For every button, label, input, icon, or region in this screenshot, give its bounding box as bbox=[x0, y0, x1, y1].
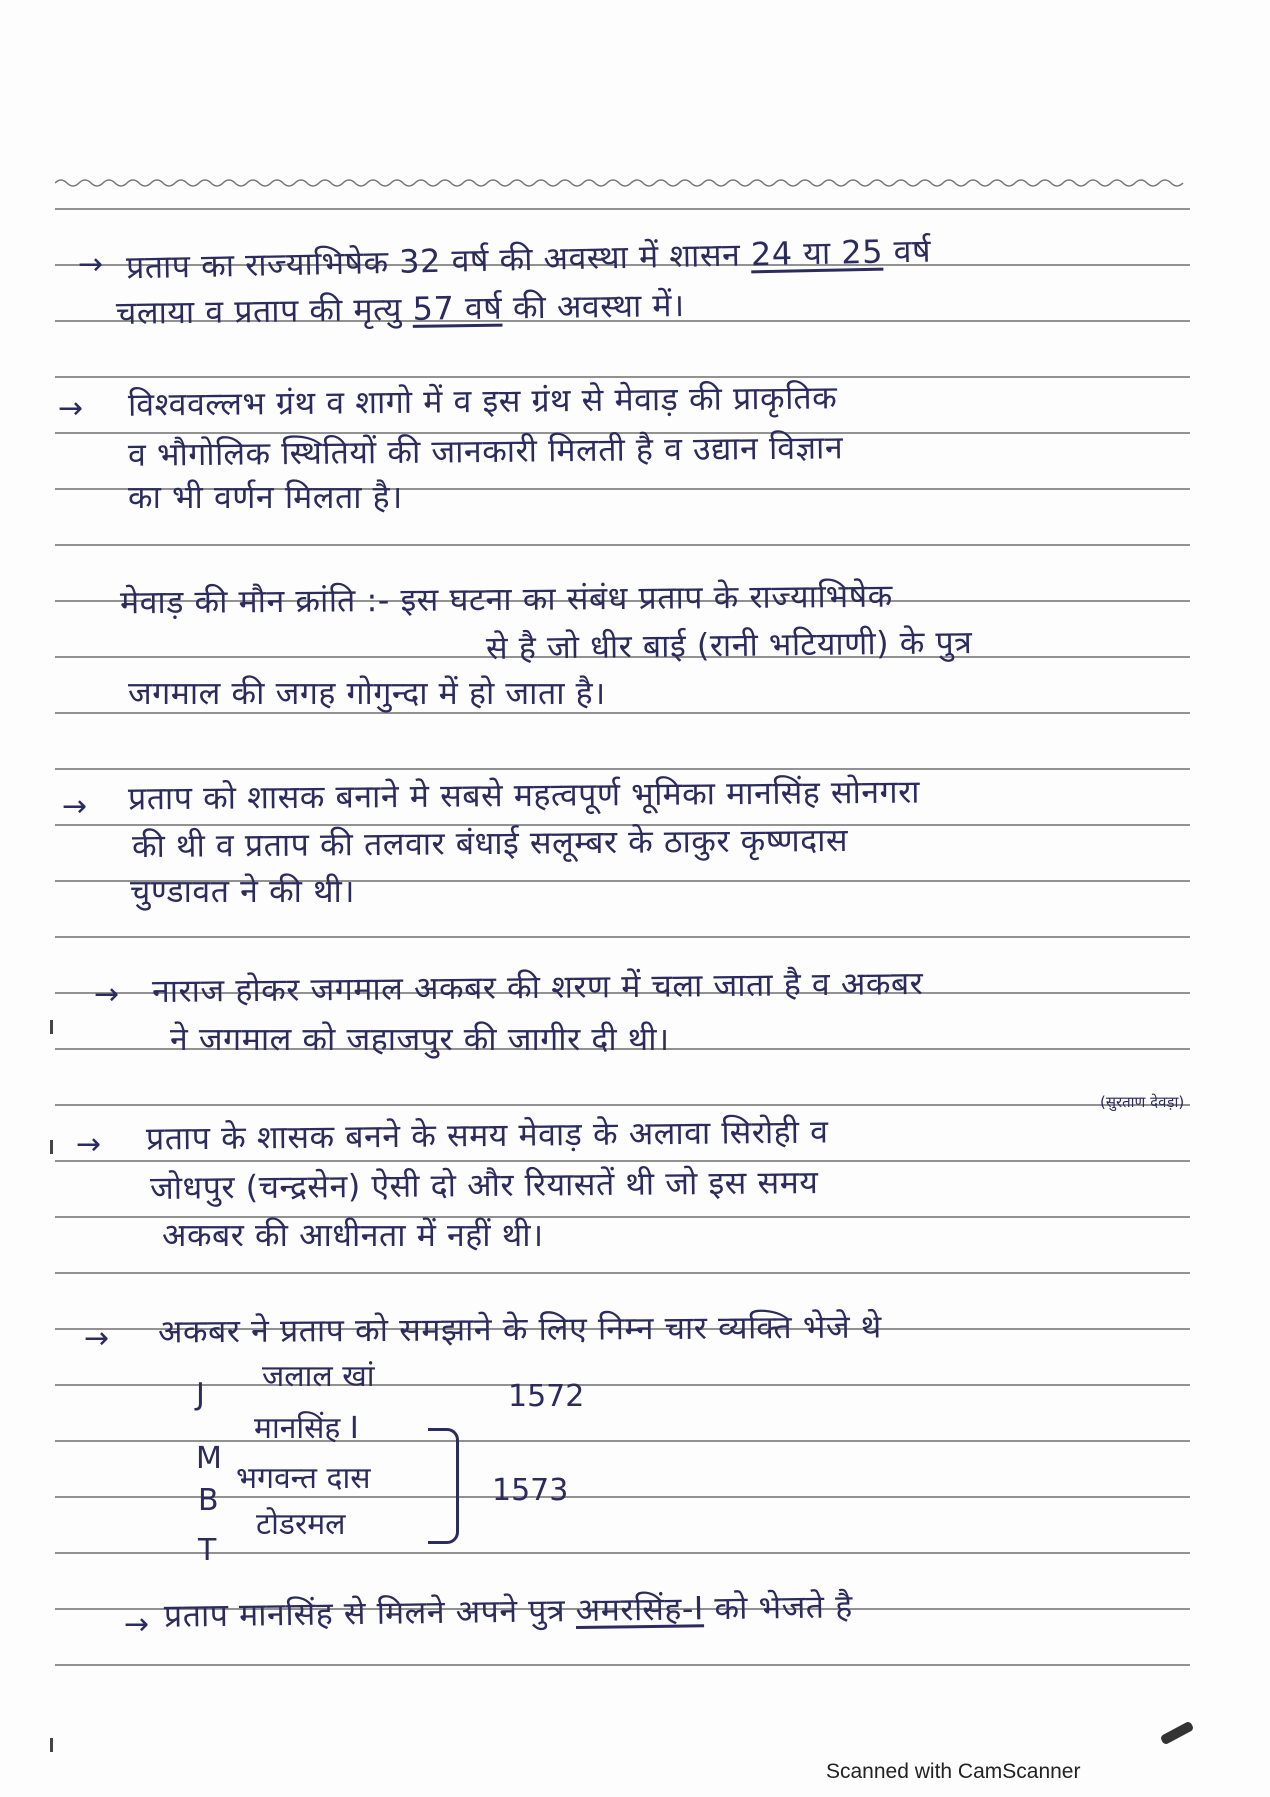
bullet-arrow-icon: → bbox=[78, 247, 104, 282]
envoy-letter: J bbox=[196, 1377, 205, 1412]
ruled-line bbox=[55, 712, 1190, 714]
envoy-letter: T bbox=[198, 1533, 217, 1568]
scanner-watermark: Scanned with CamScanner bbox=[826, 1760, 1081, 1783]
note-line: अकबर की आधीनता में नहीं थी। bbox=[162, 1216, 544, 1254]
envoy-letter: M bbox=[196, 1441, 222, 1476]
bullet-arrow-icon: → bbox=[62, 789, 88, 824]
ruled-line bbox=[55, 544, 1190, 546]
bullet-arrow-icon: → bbox=[76, 1127, 102, 1162]
note-line: प्रताप का राज्याभिषेक 32 वर्ष की अवस्था में शासन 24 या 25 वर्ष bbox=[125, 231, 932, 287]
annotation-note: (सुरताण देवड़ा) bbox=[1100, 1093, 1185, 1111]
ruled-line bbox=[55, 376, 1190, 378]
grouping-bracket bbox=[428, 1428, 459, 1544]
bullet-arrow-icon: → bbox=[124, 1607, 150, 1642]
note-line: चुण्डावत ने की थी। bbox=[130, 872, 355, 910]
underlined-phrase: 24 या 25 bbox=[750, 232, 884, 274]
bullet-arrow-icon: → bbox=[94, 977, 120, 1012]
margin-mark bbox=[50, 1020, 53, 1034]
ruled-line bbox=[55, 768, 1190, 770]
note-line: जगमाल की जगह गोगुन्दा में हो जाता है। bbox=[128, 674, 606, 712]
ruled-line bbox=[55, 1440, 1190, 1442]
note-line: व भौगोलिक स्थितियों की जानकारी मिलती है व उद्यान विज्ञान bbox=[127, 428, 844, 474]
ruled-line bbox=[55, 1160, 1190, 1162]
ruled-line bbox=[55, 936, 1190, 938]
envoy-name: टोडरमल bbox=[256, 1507, 346, 1542]
bullet-arrow-icon: → bbox=[58, 391, 84, 426]
note-line: विश्ववल्लभ ग्रंथ व शागो में व इस ग्रंथ से मेवाड़ की प्राकृतिक bbox=[127, 378, 838, 424]
underlined-phrase: अमरसिंह-I bbox=[575, 1589, 705, 1630]
ruled-line bbox=[55, 1664, 1190, 1666]
envoy-name: भगवन्त दास bbox=[236, 1461, 371, 1496]
year-label: 1572 bbox=[508, 1379, 585, 1414]
pen-stroke-mark bbox=[1160, 1721, 1195, 1746]
envoy-name: जलाल खां bbox=[262, 1359, 375, 1394]
ruled-line bbox=[55, 1552, 1190, 1554]
note-line: की थी व प्रताप की तलवार बंधाई सलूम्बर के ठाकुर कृष्णदास bbox=[131, 820, 849, 866]
margin-mark bbox=[50, 1140, 53, 1154]
note-line: अकबर ने प्रताप को समझाने के लिए निम्न चार व्यक्ति भेजे थे bbox=[157, 1307, 882, 1351]
note-line: से है जो धीर बाई (रानी भटियाणी) के पुत्र bbox=[485, 623, 973, 667]
note-line: प्रताप के शासक बनने के समय मेवाड़ के अलावा सिरोही व bbox=[145, 1112, 829, 1158]
note-line: प्रताप को शासक बनाने मे सबसे महत्वपूर्ण भूमिका मानसिंह सोनगरा bbox=[127, 772, 921, 818]
note-line: प्रताप मानसिंह से मिलने अपने पुत्र अमरसिंह-I को भेजते है bbox=[163, 1587, 853, 1635]
section-heading: मेवाड़ की मौन क्रांति :- इस घटना का संबंध प्रताप के राज्याभिषेक bbox=[119, 576, 893, 622]
year-label: 1573 bbox=[492, 1473, 569, 1508]
top-wavy-border bbox=[55, 176, 1190, 190]
note-line: जोधपुर (चन्द्रसेन) ऐसी दो और रियासतें थी जो इस समय bbox=[149, 1163, 819, 1207]
ruled-line bbox=[55, 1272, 1190, 1274]
note-line: चलाया व प्रताप की मृत्यु 57 वर्ष की अवस्था में। bbox=[115, 286, 685, 332]
margin-mark bbox=[50, 1738, 53, 1752]
ruled-line bbox=[55, 1384, 1190, 1386]
ruled-line bbox=[55, 1104, 1190, 1106]
envoy-name: मानसिंह I bbox=[254, 1411, 359, 1446]
note-line: नाराज होकर जगमाल अकबर की शरण में चला जाता है व अकबर bbox=[151, 963, 924, 1011]
note-line: का भी वर्णन मिलता है। bbox=[128, 478, 403, 516]
bullet-arrow-icon: → bbox=[84, 1321, 110, 1356]
ruled-line bbox=[55, 208, 1190, 210]
note-line: ने जगमाल को जहाजपुर की जागीर दी थी। bbox=[170, 1020, 670, 1058]
ruled-line bbox=[55, 1496, 1190, 1498]
envoy-letter: B bbox=[198, 1483, 219, 1518]
underlined-phrase: 57 वर्ष bbox=[412, 288, 503, 328]
